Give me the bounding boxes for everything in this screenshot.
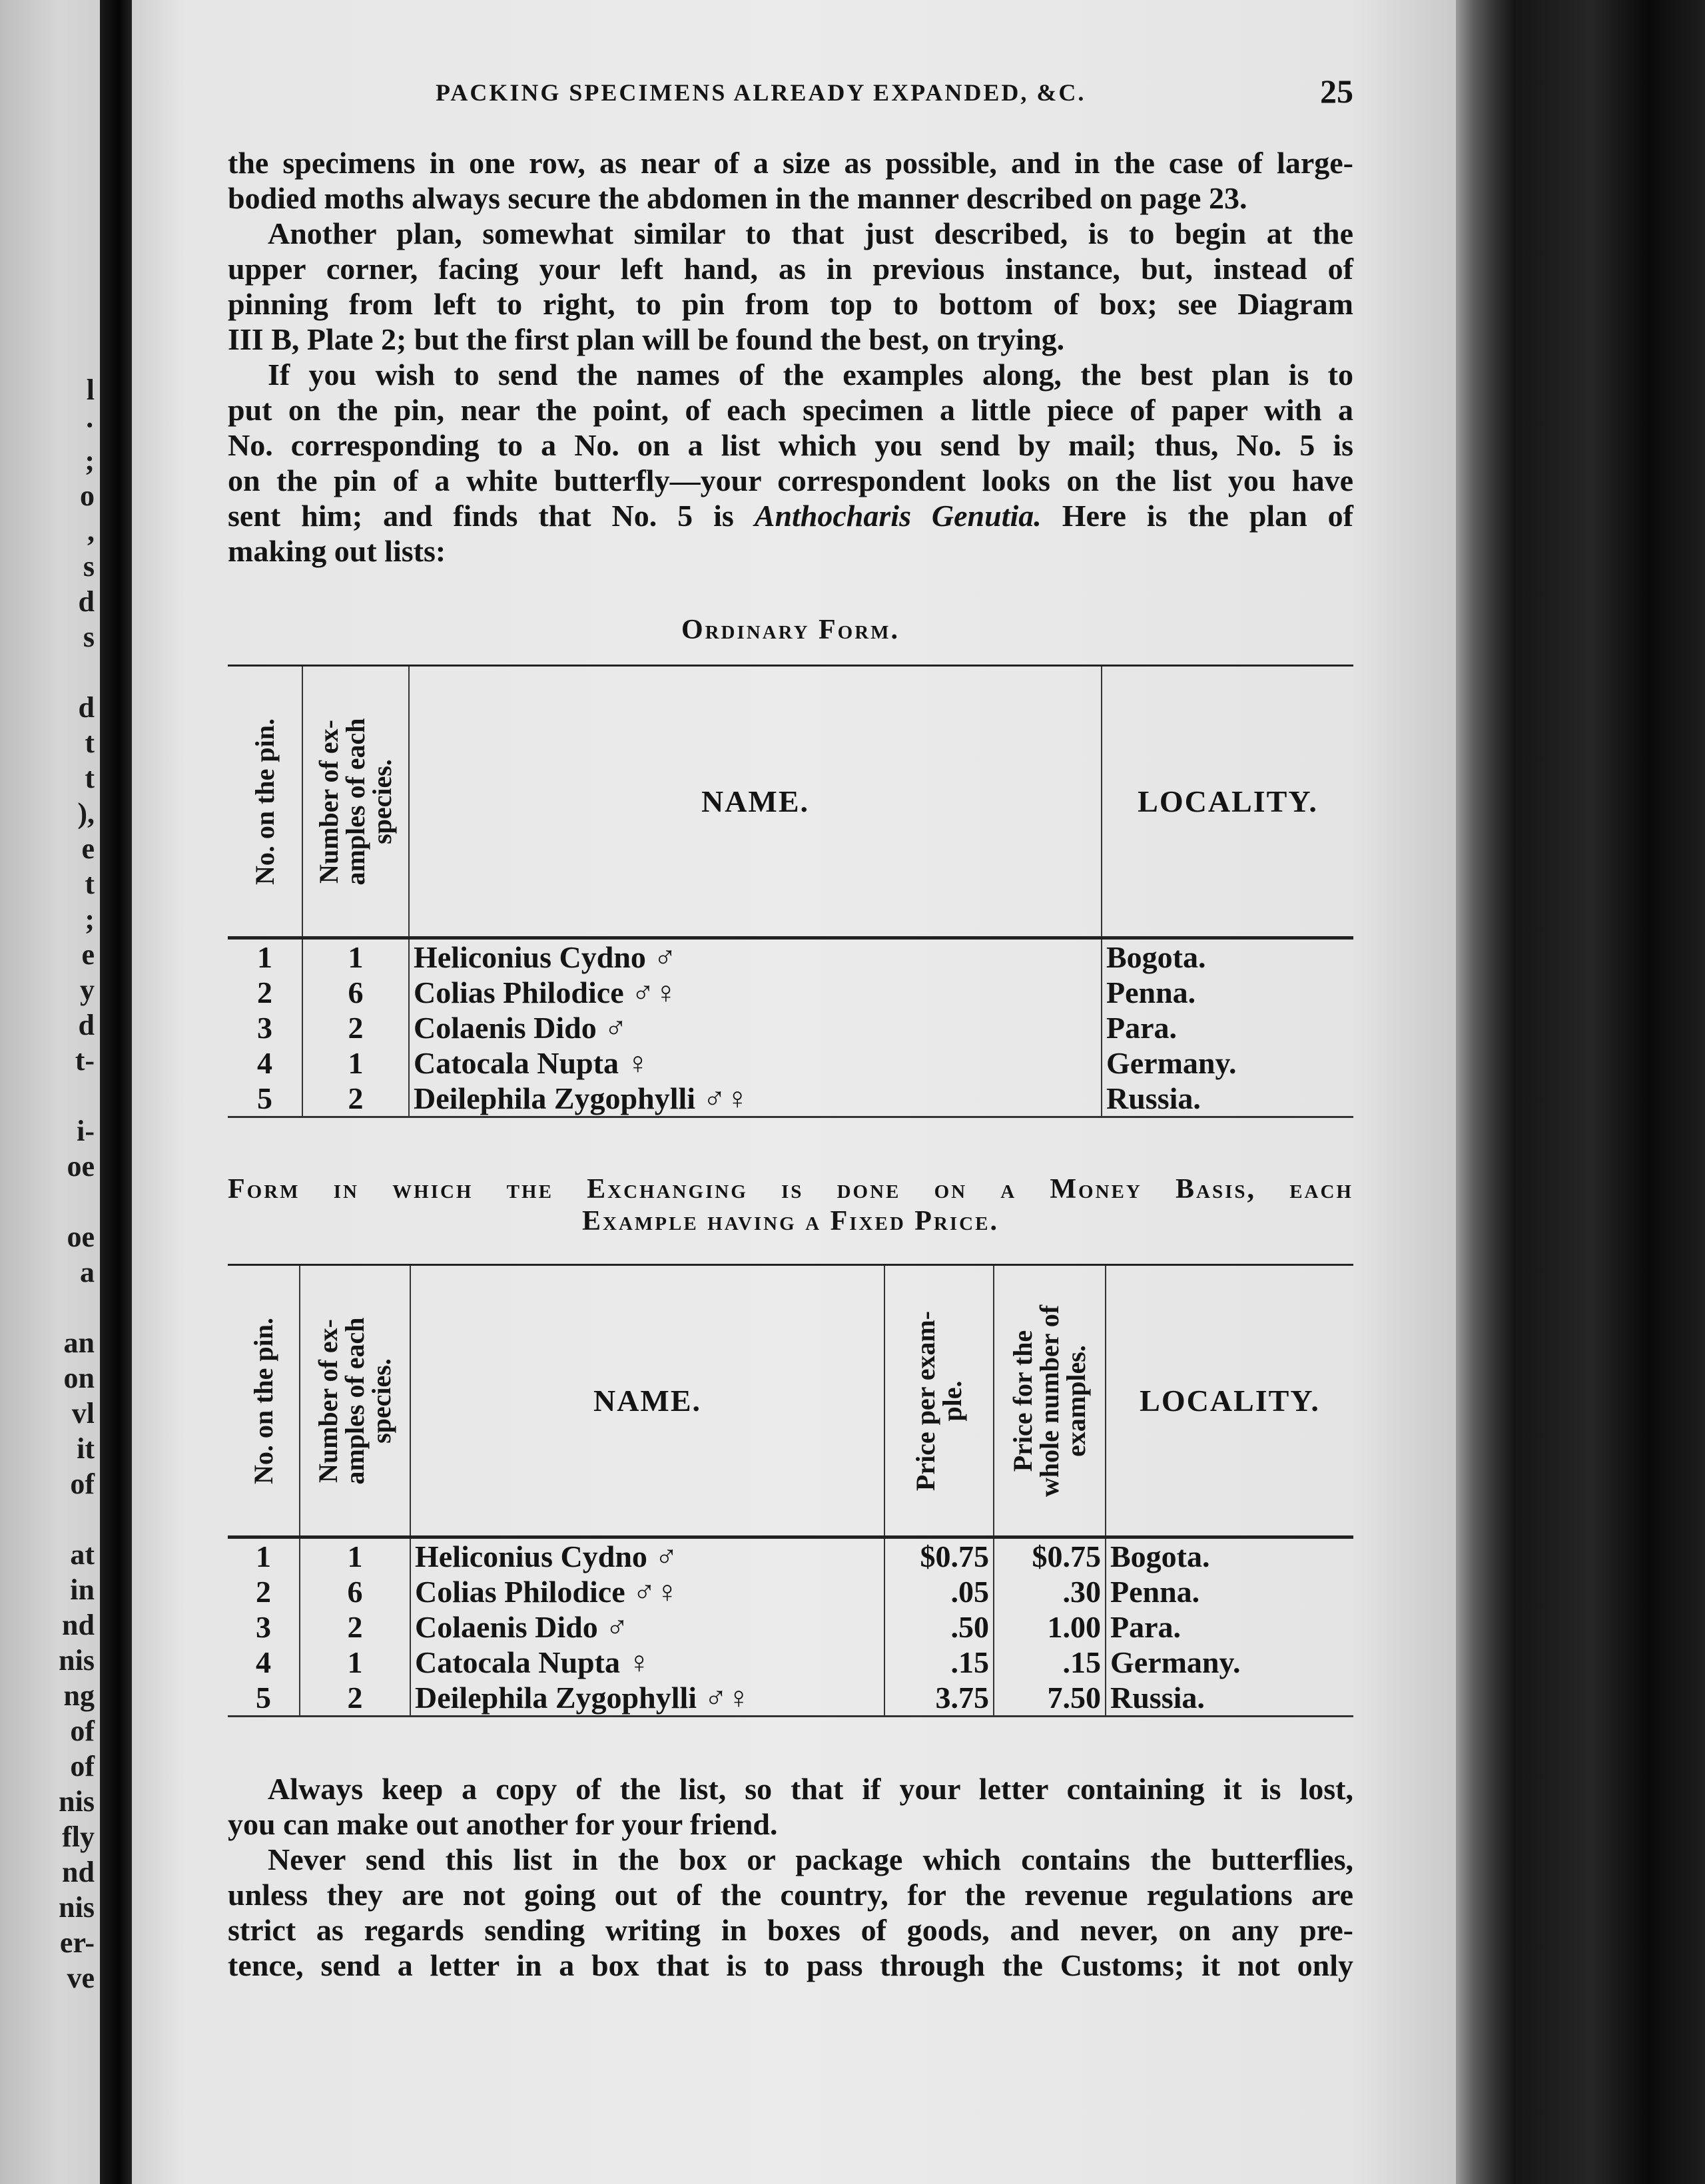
facing-page-fragment-text: vl	[71, 1397, 95, 1430]
facing-page-fragment-text: of	[70, 1715, 95, 1747]
facing-page-fragment-text: i-	[77, 1115, 95, 1147]
facing-page-fragment-text: ng	[63, 1679, 95, 1712]
cell-count: 6	[302, 975, 409, 1010]
header-line: examples.	[1061, 1344, 1091, 1457]
cell-count: 2	[300, 1609, 410, 1645]
facing-page-fragment-text: oe	[67, 1150, 95, 1183]
header-locality: LOCALITY.	[1106, 1265, 1353, 1537]
text-line: If you wish to send the names of the examples along, the best plan is to	[268, 358, 1353, 392]
facing-page-fragment-text: a	[80, 1256, 95, 1288]
facing-page-text	[0, 0, 100, 2184]
facing-page-fragment-text: e	[81, 938, 95, 971]
table-row	[228, 1609, 1353, 1645]
cell-price-total: .30	[994, 1574, 1106, 1609]
cell-price-total: 7.50	[994, 1680, 1106, 1717]
facing-page-fragment-text: ,	[87, 515, 95, 547]
cell-name: Colaenis Dido ♂	[409, 1010, 1102, 1045]
header-locality: LOCALITY.	[1102, 666, 1353, 938]
header-price-total-text	[1010, 1304, 1090, 1496]
text-line: pinning from left to right, to pin from top to bottom of box; see Diagram	[228, 287, 1353, 321]
facing-page-fragment-text: t	[85, 726, 95, 759]
cell-price-total: 1.00	[994, 1609, 1106, 1645]
table-header-row	[228, 666, 1353, 938]
cell-pin: 1	[256, 1539, 271, 1573]
text-line: strict as regards sending writing in boxes of goods, and never, on any pre-	[228, 1913, 1353, 1947]
header-line: Number of ex-	[313, 1318, 343, 1483]
money-form-title	[228, 1173, 1353, 1237]
header-pin-text: No. on the pin.	[248, 1317, 278, 1484]
cell-price-each: 3.75	[884, 1680, 994, 1717]
cell-pin: 5	[228, 1081, 302, 1117]
cell-price-total: $0.75	[994, 1537, 1106, 1575]
text-line: put on the pin, near the point, of each specimen a little piece of paper with a	[228, 393, 1353, 427]
cell-locality: Bogota.	[1106, 1537, 1353, 1575]
header-line: ple.	[937, 1380, 967, 1422]
ordinary-form-table	[228, 665, 1353, 1118]
facing-page-fragment-text: t-	[75, 1044, 95, 1077]
cell-locality: Para.	[1106, 1609, 1353, 1645]
header-price-total	[994, 1265, 1106, 1537]
running-title: PACKING SPECIMENS ALREADY EXPANDED, &C.	[436, 79, 1086, 106]
header-count	[302, 666, 409, 938]
facing-page-fragment-text: nis	[59, 1644, 95, 1677]
text-line	[228, 498, 1353, 533]
facing-page-fragment-text: l	[86, 374, 95, 406]
cell-locality: Russia.	[1102, 1081, 1353, 1117]
paragraph-another-plan	[228, 216, 1353, 357]
page-number: 25	[1320, 73, 1353, 110]
header-line: Number of ex-	[314, 719, 344, 884]
cell-price-each: .05	[884, 1574, 994, 1609]
facing-page-fragment-text: nd	[62, 1856, 95, 1888]
header-count	[300, 1265, 410, 1537]
facing-page-fragment-text: ·	[85, 409, 95, 441]
text-line: the specimens in one row, as near of a size as possible, and in the case of large-	[228, 146, 1353, 180]
facing-page-fragment-text: at	[70, 1538, 95, 1571]
facing-page-fragment-text: on	[63, 1362, 95, 1394]
facing-page-fragment-text: ve	[67, 1962, 95, 1994]
facing-page-fragment-text: er-	[59, 1926, 95, 1959]
header-pin	[228, 1265, 300, 1537]
text-line: on the pin of a white butterfly—your correspondent looks on the list you have	[228, 463, 1353, 497]
money-form-table	[228, 1264, 1353, 1717]
ordinary-form-title	[228, 614, 1353, 646]
cell-name: Heliconius Cydno ♂	[410, 1537, 884, 1575]
text-line: Never send this list in the box or package which contains the butterflies,	[268, 1842, 1353, 1876]
table-row	[228, 938, 1353, 975]
cell-locality: Germany.	[1106, 1645, 1353, 1680]
header-line: Price for the	[1008, 1330, 1038, 1472]
cell-pin: 5	[228, 1680, 300, 1717]
table-row	[228, 1045, 1353, 1081]
facing-page-fragment-text: it	[77, 1432, 95, 1465]
facing-page-fragment-text: in	[70, 1573, 95, 1606]
paragraph-continuation	[228, 145, 1353, 216]
table-row	[228, 1081, 1353, 1117]
facing-page-fragment	[0, 0, 100, 2184]
facing-page-fragment-text: nd	[62, 1609, 95, 1641]
header-pin	[228, 666, 302, 938]
cell-locality: Germany.	[1102, 1045, 1353, 1081]
facing-page-fragment-text: an	[63, 1326, 95, 1359]
cell-count: 1	[302, 1045, 409, 1081]
text-run: Here is the plan of	[1041, 499, 1353, 533]
cell-count: 1	[302, 938, 409, 975]
facing-page-fragment-text: e	[81, 832, 95, 865]
header-line: Price per exam-	[910, 1310, 940, 1491]
paragraph-never-send	[228, 1842, 1353, 1983]
facing-page-fragment-text: t	[85, 762, 95, 794]
cell-price-total: .15	[994, 1645, 1106, 1680]
text-line: Always keep a copy of the list, so that if your letter containing it is lost,	[268, 1772, 1353, 1806]
text-line: bodied moths always secure the abdomen in the manner described on page 23.	[228, 181, 1247, 215]
species-name-italic: Anthocharis Genutia.	[754, 499, 1042, 533]
cell-pin: 4	[257, 1046, 272, 1080]
header-line: amples of each	[340, 717, 370, 886]
paragraph-keep-copy	[228, 1771, 1353, 1842]
cell-name: Colias Philodice ♂♀	[409, 975, 1102, 1010]
table-row	[228, 1680, 1353, 1717]
cell-locality: Penna.	[1102, 975, 1353, 1010]
facing-page-fragment-text: ;	[85, 444, 95, 477]
table-row	[228, 1537, 1353, 1575]
cell-locality: Russia.	[1106, 1680, 1353, 1717]
text-line: upper corner, facing your left hand, as in previous instance, but, instead of	[228, 252, 1353, 286]
facing-page-fragment-text: t	[85, 868, 95, 900]
header-count-text	[316, 718, 396, 885]
cell-name: Catocala Nupta ♀	[410, 1645, 884, 1680]
cell-name: Deilephila Zygophylli ♂♀	[410, 1680, 884, 1717]
header-price-each-text	[912, 1310, 966, 1490]
money-form-body	[228, 1537, 1353, 1717]
table-row	[228, 1645, 1353, 1680]
cell-count: 1	[300, 1645, 410, 1680]
cell-count: 2	[302, 1010, 409, 1045]
facing-page-fragment-text: nis	[59, 1785, 95, 1818]
book-gutter	[100, 0, 132, 2184]
cell-pin: 2	[257, 975, 272, 1009]
section-title-text: Ordinary Form.	[681, 615, 900, 645]
page-edge-shadow	[1456, 0, 1516, 2184]
header-count-text	[315, 1317, 395, 1484]
cell-count: 6	[300, 1574, 410, 1609]
facing-page-fragment-text: o	[80, 479, 95, 512]
text-line: Another plan, somewhat similar to that just described, is to begin at the	[268, 216, 1353, 250]
table-row	[228, 1574, 1353, 1609]
facing-page-fragment-text: nis	[59, 1891, 95, 1924]
header-pin-text: No. on the pin.	[249, 718, 280, 885]
header-name: NAME.	[409, 666, 1102, 938]
facing-page-fragment-text: ;	[85, 903, 95, 936]
cell-name: Catocala Nupta ♀	[409, 1045, 1102, 1081]
paragraph-sending-names	[228, 357, 1353, 569]
header-line: species.	[367, 758, 397, 844]
section-title-text: Form in which the Exchanging is done on a Money Basis, each	[228, 1174, 1353, 1205]
facing-page-fragment-text: d	[78, 1009, 95, 1041]
facing-page-fragment-text: y	[80, 973, 95, 1006]
cell-count: 2	[302, 1081, 409, 1117]
cell-price-each: .15	[884, 1645, 994, 1680]
cell-price-each: .50	[884, 1609, 994, 1645]
text-line: making out lists:	[228, 534, 446, 568]
facing-page-fragment-text: s	[83, 621, 95, 653]
table-row	[228, 1010, 1353, 1045]
facing-page-fragment-text: ),	[77, 797, 95, 830]
book-cover-edge	[1516, 0, 1705, 2184]
header-name: NAME.	[410, 1265, 884, 1537]
text-line: tence, send a letter in a box that is to pass through the Customs; it not only	[228, 1948, 1353, 1982]
cell-locality: Para.	[1102, 1010, 1353, 1045]
cell-name: Heliconius Cydno ♂	[409, 938, 1102, 975]
section-title-text: Example having a Fixed Price.	[582, 1206, 999, 1236]
running-head	[228, 73, 1353, 119]
text-run: sent him; and finds that No. 5 is	[228, 499, 755, 533]
cell-count: 2	[300, 1680, 410, 1717]
cell-price-each: $0.75	[884, 1537, 994, 1575]
header-price-each	[884, 1265, 994, 1537]
text-line: you can make out another for your friend.	[228, 1807, 778, 1841]
facing-page-fragment-text: of	[70, 1750, 95, 1782]
table-header-row	[228, 1265, 1353, 1537]
table-row	[228, 975, 1353, 1010]
text-line: unless they are not going out of the country, for the revenue regulations are	[228, 1878, 1353, 1912]
cell-count: 1	[300, 1537, 410, 1575]
facing-page-fragment-text: d	[78, 691, 95, 724]
cell-pin: 3	[256, 1610, 271, 1644]
cell-pin: 2	[256, 1575, 271, 1609]
facing-page-fragment-text: s	[83, 550, 95, 583]
cell-name: Deilephila Zygophylli ♂♀	[409, 1081, 1102, 1117]
facing-page-fragment-text: oe	[67, 1221, 95, 1253]
cell-locality: Bogota.	[1102, 938, 1353, 975]
text-line: No. corresponding to a No. on a list which you send by mail; thus, No. 5 is	[228, 428, 1353, 462]
cell-pin: 4	[256, 1645, 271, 1679]
facing-page-fragment-text: d	[78, 585, 95, 618]
text-line: III B, Plate 2; but the first plan will be found the best, on trying.	[228, 322, 1065, 356]
cell-locality: Penna.	[1106, 1574, 1353, 1609]
cell-name: Colaenis Dido ♂	[410, 1609, 884, 1645]
cell-pin: 3	[257, 1011, 272, 1045]
header-line: whole number of	[1034, 1304, 1064, 1497]
header-line: amples of each	[340, 1316, 370, 1485]
ordinary-form-body	[228, 938, 1353, 1117]
cell-name: Colias Philodice ♂♀	[410, 1574, 884, 1609]
facing-page-fragment-text: fly	[62, 1820, 95, 1853]
cell-pin: 1	[257, 940, 272, 974]
facing-page-fragment-text: of	[70, 1468, 95, 1500]
header-line: species.	[366, 1358, 396, 1444]
